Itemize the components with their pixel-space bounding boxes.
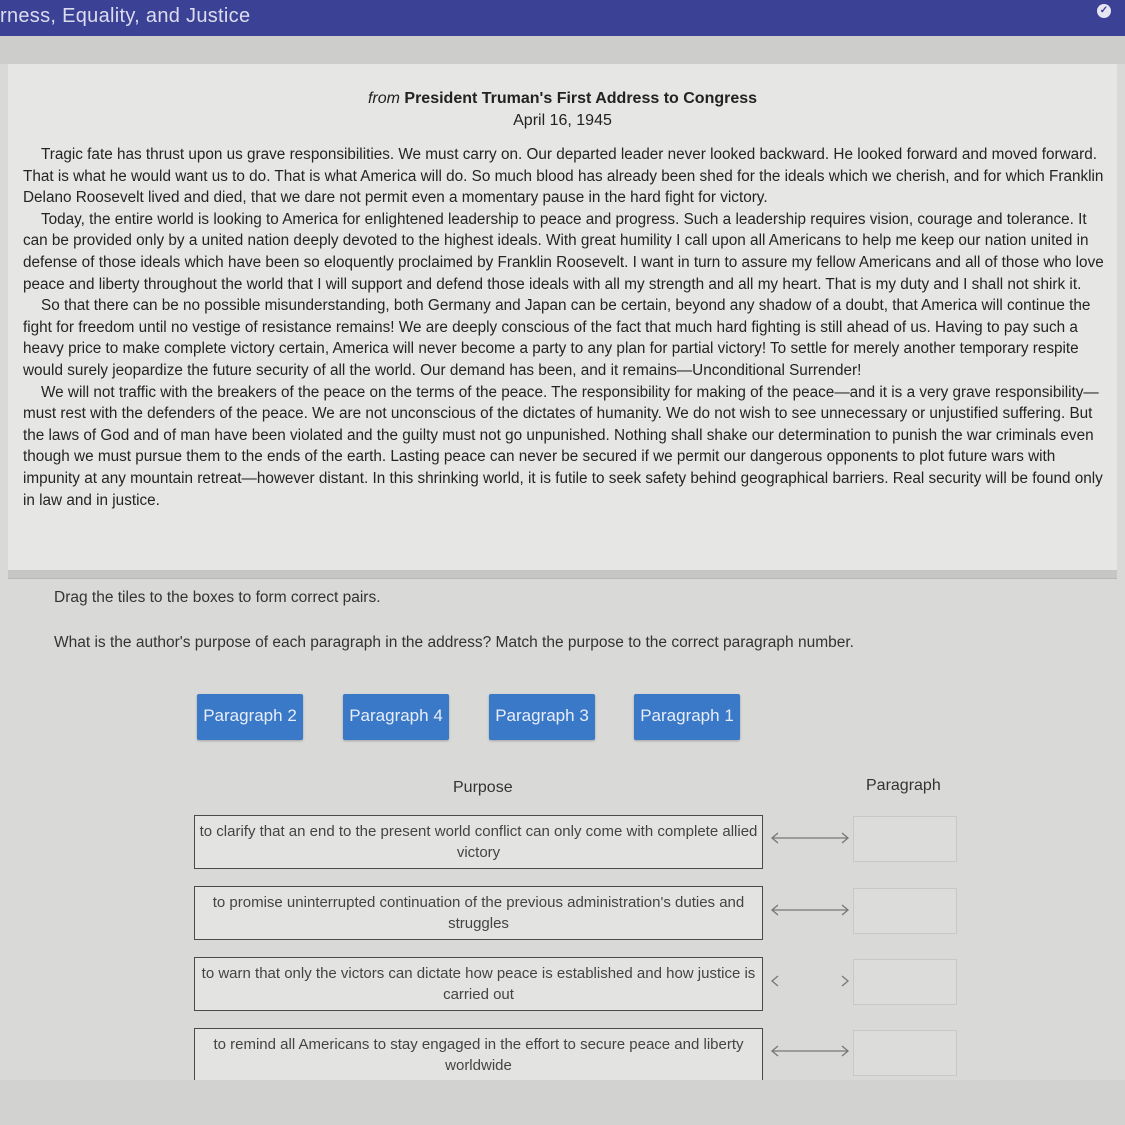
tile-paragraph-1[interactable]: Paragraph 1	[634, 694, 740, 740]
drop-box-4[interactable]	[853, 1030, 957, 1076]
instruction-text: Drag the tiles to the boxes to form correct pairs.	[54, 589, 381, 606]
double-arrow-icon	[770, 831, 850, 845]
paragraph-3: So that there can be no possible misunderstanding, both Germany and Japan can be certain, beyond any shadow of a doubt, that America will continue the fight for freedom until no vestige of resistance remains! We are deeply conscious of the fact that much hard fighting is still ahead of us. Having to pay such a heavy price to make complete victory certain, America will never become a party to any plan for partial victory! To settle for merely another temporary respite would surely jeopardize the future security of all the world. Our demand has been, and it remains—Unconditional Surrender!	[23, 297, 1091, 379]
drop-box-2[interactable]	[853, 888, 957, 934]
source-prefix: from	[367, 90, 400, 107]
paragraph-1: Tragic fate has thrust upon us grave responsibilities. We must carry on. Our departed leader never looked backward. He looked forward and moved forward. That is what he would want us to do. That is what America will do. So much blood has already been shed for the ideals which we cherish, and for which Franklin Delano Roosevelt lived and died, that we dare not permit even a momentary pause in the hard fight for victory.	[23, 146, 1104, 207]
purpose-box-2	[194, 886, 763, 940]
purpose-text: to warn that only the victors can dictate how peace is established and how justice is carried out	[201, 965, 756, 1003]
purpose-box-1	[194, 815, 763, 869]
tile-paragraph-2[interactable]: Paragraph 2	[197, 694, 303, 740]
top-bar	[0, 0, 1125, 36]
purpose-text: to clarify that an end to the present world conflict can only come with complete allied victory	[199, 823, 758, 861]
footer-bar	[0, 1080, 1125, 1125]
passage-date: April 16, 1945	[513, 112, 612, 129]
purpose-box-4	[194, 1028, 763, 1082]
double-arrow-icon	[770, 1044, 850, 1058]
passage-panel	[8, 64, 1117, 570]
question-text: What is the author's purpose of each paragraph in the address? Match the purpose to the correct paragraph number.	[54, 634, 854, 651]
passage-title	[8, 90, 1117, 108]
paragraph-2: Today, the entire world is looking to America for enlightened leadership to peace and progress. Such a leadership requires vision, courage and tolerance. It can be provided only by a united nation deeply devoted to the highest ideals. With great humility I call upon all Americans to help me keep our nation united in defense of those ideals which have been so eloquently proclaimed by Franklin Roosevelt. I want in turn to assure my fellow Americans and all of those who love peace and liberty throughout the world that I will support and defend those ideals with all my strength and all my heart. That is my duty and I shall not shirk it.	[23, 210, 1104, 293]
purpose-text: to promise uninterrupted continuation of the previous administration's duties and struggles	[212, 894, 745, 932]
source-title: President Truman's First Address to Congress	[404, 90, 758, 107]
double-arrow-icon	[770, 903, 850, 917]
purpose-box-3	[194, 957, 763, 1011]
check-icon[interactable]: ✓	[1097, 4, 1111, 18]
header-band	[0, 36, 1125, 64]
tile-paragraph-3[interactable]: Paragraph 3	[489, 694, 595, 740]
drop-box-1[interactable]	[853, 816, 957, 862]
lesson-title: rness, Equality, and Justice	[0, 5, 251, 27]
purpose-header: Purpose	[453, 779, 513, 796]
purpose-text: to remind all Americans to stay engaged in the effort to secure peace and liberty worldwide	[213, 1036, 744, 1074]
tile-paragraph-4[interactable]: Paragraph 4	[343, 694, 449, 740]
paragraph-header: Paragraph	[866, 777, 941, 794]
drop-box-3[interactable]	[853, 959, 957, 1005]
paragraph-4: We will not traffic with the breakers of the peace on the terms of the peace. The responsibility for making of the peace—and it is a very grave responsibility—must rest with the defenders of the peace. We are not unconscious of the dictates of humanity. We do not wish to see unnecessary or unjustified suffering. But the laws of God and of man have been violated and the guilty must not go unpunished. Nothing shall shake our determination to punish the war criminals even though we must pursue them to the ends of the earth. Lasting peace can never be secured if we permit our dangerous opponents to plot future wars with impunity at any mountain retreat—however distant. In this shrinking world, it is futile to seek safety behind geographical barriers. Real security will be found only in law and in justice.	[23, 383, 1103, 509]
divider	[8, 570, 1117, 579]
double-arrow-icon	[770, 974, 850, 988]
passage-body	[23, 144, 1111, 511]
